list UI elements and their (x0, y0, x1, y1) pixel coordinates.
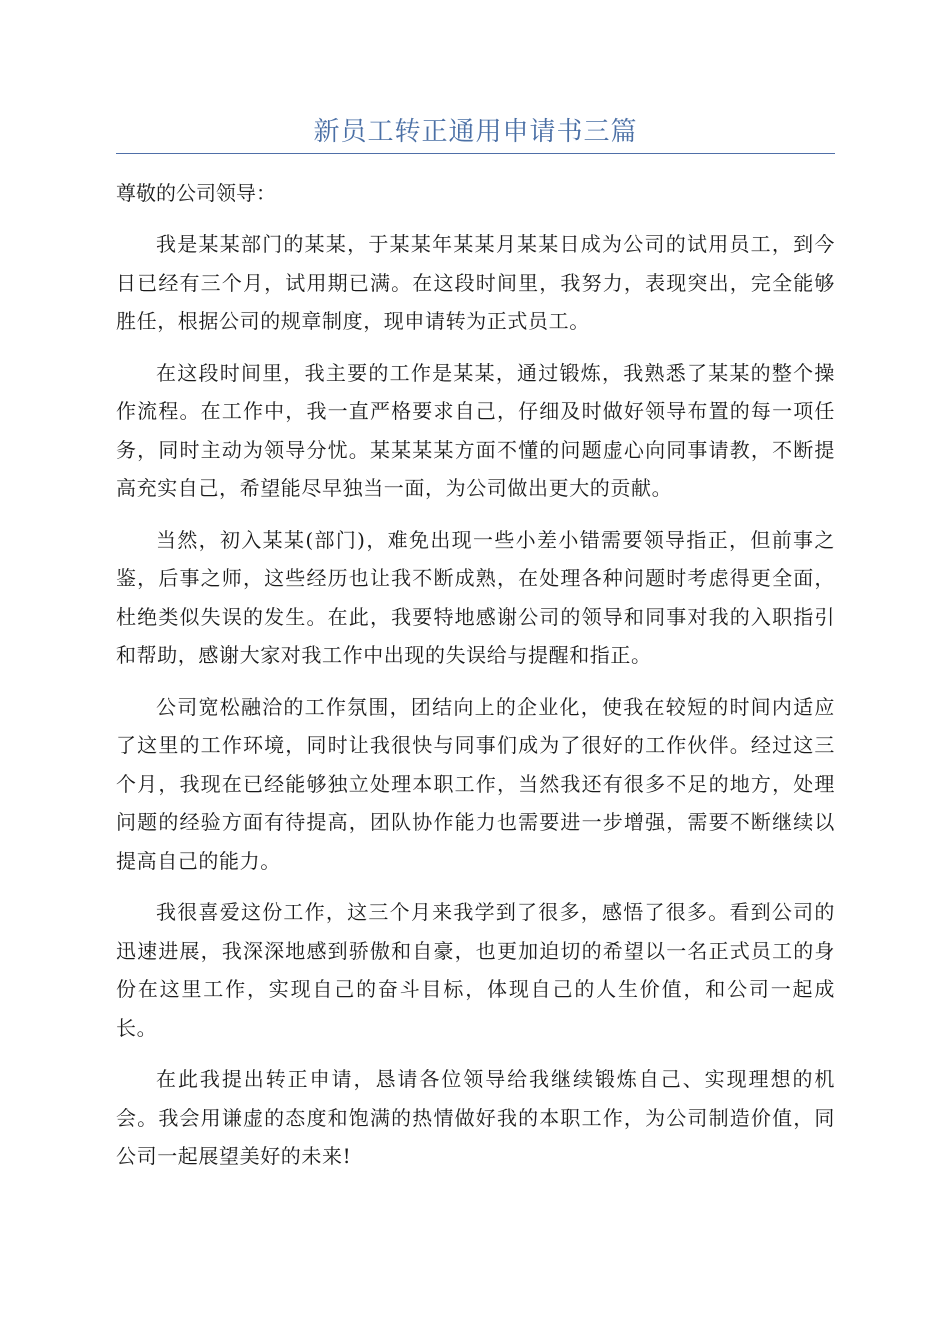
paragraph-6: 在此我提出转正申请，恳请各位领导给我继续锻炼自己、实现理想的机会。我会用谦虚的态度和饱满的热情做好我的本职工作，为公司制造价值，同公司一起展望美好的未来! (116, 1067, 835, 1168)
salutation: 尊敬的公司领导： (116, 181, 276, 205)
document-body (116, 174, 835, 1189)
paragraph-3: 当然，初入某某(部门)，难免出现一些小差小错需要领导指正，但前事之鉴，后事之师，这些经历也让我不断成熟，在处理各种问题时考虑得更全面，杜绝类似失误的发生。在此，我要特地感谢公司的领导和同事对我的入职指引和帮助，感谢大家对我工作中出现的失误给与提醒和指正。 (116, 527, 835, 667)
paragraph-5: 我很喜爱这份工作，这三个月来我学到了很多，感悟了很多。看到公司的迅速进展，我深深地感到骄傲和自豪，也更加迫切的希望以一名正式员工的身份在这里工作，实现自己的奋斗目标，体现自己的人生价值，和公司一起成长。 (116, 900, 835, 1040)
paragraph-1: 我是某某部门的某某，于某某年某某月某某日成为公司的试用员工，到今日已经有三个月，试用期已满。在这段时间里，我努力，表现突出，完全能够胜任，根据公司的规章制度，现申请转为正式员工。 (116, 232, 835, 333)
paragraph-2: 在这段时间里，我主要的工作是某某，通过锻炼，我熟悉了某某的整个操作流程。在工作中，我一直严格要求自己，仔细及时做好领导布置的每一项任务，同时主动为领导分忧。某某某某方面不懂的问题虚心向同事请教，不断提高充实自己，希望能尽早独当一面，为公司做出更大的贡献。 (116, 360, 835, 500)
title-underline (116, 153, 835, 154)
paragraph-4: 公司宽松融洽的工作氛围，团结向上的企业化，使我在较短的时间内适应了这里的工作环境，同时让我很快与同事们成为了很好的工作伙伴。经过这三个月，我现在已经能够独立处理本职工作，当然我还有很多不足的地方，处理问题的经验方面有待提高，团队协作能力也需要进一步增强，需要不断继续以提高自己的能力。 (116, 694, 835, 873)
document-title: 新员工转正通用申请书三篇 (313, 117, 638, 147)
